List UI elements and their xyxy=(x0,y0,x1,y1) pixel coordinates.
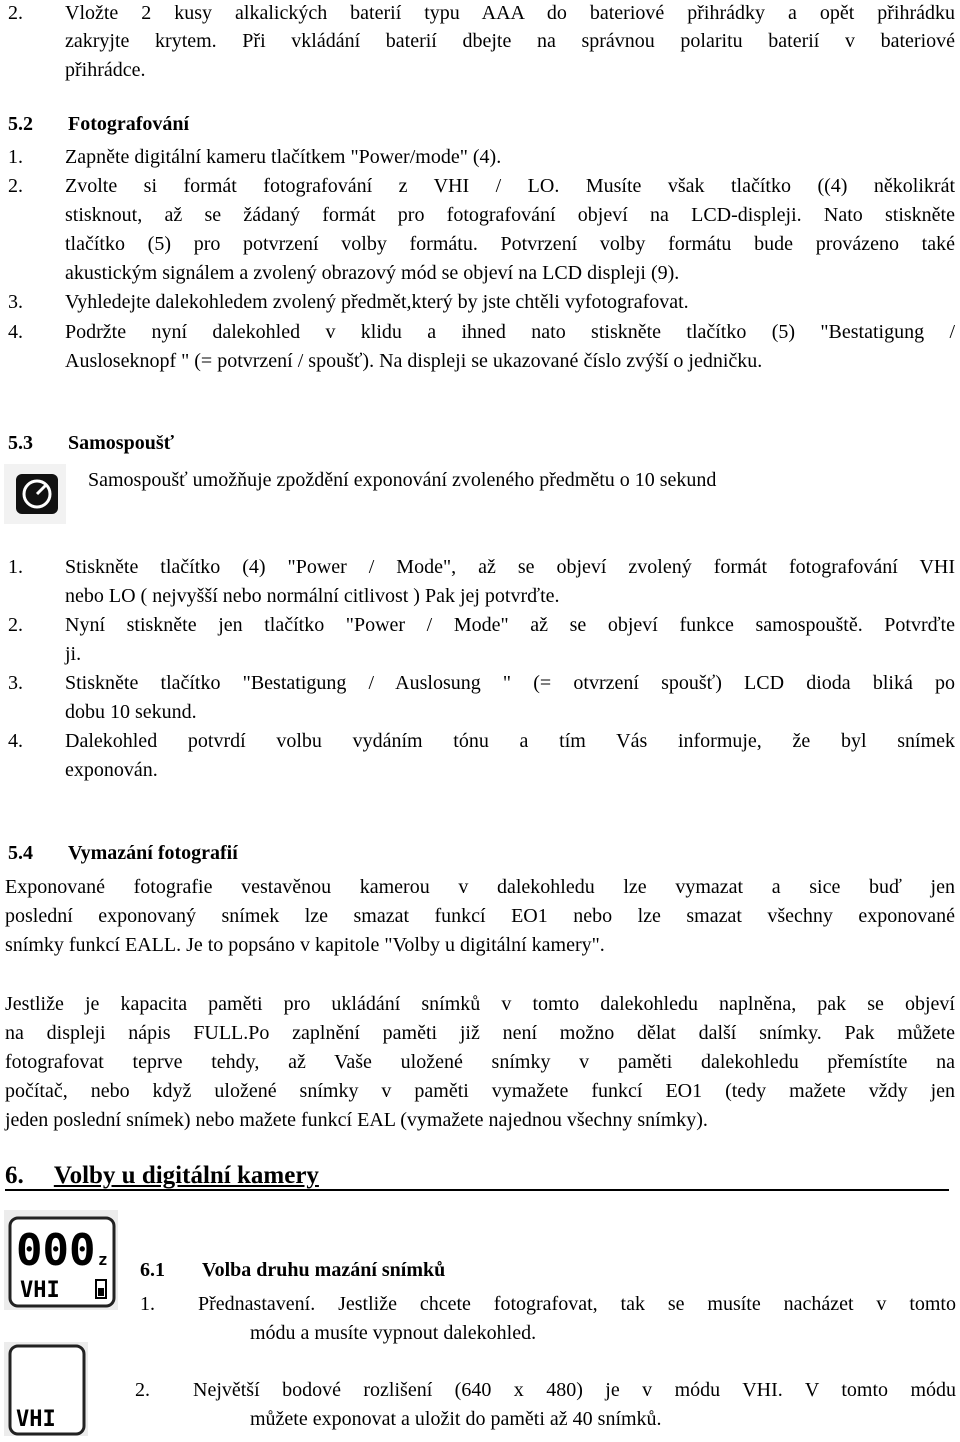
list-number: 4. xyxy=(8,730,23,752)
text-line: Samospoušť umožňuje zpoždění exponování zvoleného předmětu o 10 sekund xyxy=(88,469,717,491)
text-line: Zvolte si formát fotografování z VHI / LO. Musíte však tlačítko ((4) několikrát xyxy=(65,175,955,197)
lcd-display-icon xyxy=(4,1210,118,1310)
text-line: na displeji nápis FULL.Po zaplnění paměti již není možno dělat další snímky. Pak můžete xyxy=(5,1022,955,1044)
list-number: 3. xyxy=(8,291,23,313)
text-line: Stiskněte tlačítko (4) "Power / Mode", až se objeví zvolený formát fotografování VHI xyxy=(65,556,955,578)
lcd-suffix: z xyxy=(98,1250,108,1269)
subsection-number: 6.1 xyxy=(140,1259,165,1281)
chapter-heading xyxy=(5,1160,319,1192)
text-line: stisknout, až se žádaný formát pro fotografování objeví na LCD-displeji. Nato stiskněte xyxy=(65,204,955,226)
subsection-title: Volba druhu mazání snímků xyxy=(202,1259,446,1281)
heading-underline xyxy=(5,1189,949,1191)
text-line: tlačítko (5) pro potvrzení volby formátu. Potvrzení volby formátu bude provázeno také xyxy=(65,233,955,255)
text-line: počítač, nebo když uložené snímky v paměti vymažete funkcí EO1 (tedy mažete vždy jen xyxy=(5,1080,955,1102)
list-number: 4. xyxy=(8,321,23,343)
text-line: Dalekohled potvrdí volbu vydáním tónu a tím Vás informuje, že byl snímek xyxy=(65,730,955,752)
text-line: Přednastavení. Jestliže chcete fotografovat, tak se musíte nacházet v tomto xyxy=(198,1293,956,1315)
text-line: Vložte 2 kusy alkalických baterií typu AAA do bateriové přihrádky a opět přihrádku xyxy=(65,2,955,24)
list-number: 1. xyxy=(8,146,23,168)
text-line: snímky funkcí EALL. Je to popsáno v kapitole "Volby u digitální kamery". xyxy=(5,934,605,956)
text-line: Podržte nyní dalekohled v klidu a ihned nato stiskněte tlačítko (5) "Bestatigung / xyxy=(65,321,955,343)
lcd-display-icon xyxy=(4,1342,88,1436)
text-line: Největší bodové rozlišení (640 x 480) je v módu VHI. V tomto módu xyxy=(193,1379,956,1401)
text-line: Jestliže je kapacita paměti pro ukládání snímků v tomto dalekohledu naplněna, pak se objeví xyxy=(5,993,955,1015)
text-line: poslední exponovaný snímek lze smazat funkcí EO1 nebo lze smazat všechny exponované xyxy=(5,905,955,927)
section-number: 5.4 xyxy=(8,842,33,864)
text-line: ji. xyxy=(65,643,82,665)
section-title: Vymazání fotografií xyxy=(68,842,238,864)
chapter-title: Volby u digitální kamery xyxy=(53,1162,319,1189)
self-timer-icon xyxy=(4,464,66,524)
text-line: přihrádce. xyxy=(65,59,146,81)
lcd-digits: 000 xyxy=(16,1225,96,1276)
text-line: Exponované fotografie vestavěnou kamerou v dalekohledu lze vymazat a sice buď jen xyxy=(5,876,955,898)
list-number: 1. xyxy=(140,1293,155,1315)
lcd-mode: VHI xyxy=(16,1407,56,1432)
lcd-mode: VHI xyxy=(20,1278,60,1303)
list-number: 1. xyxy=(8,556,23,578)
list-number: 2. xyxy=(8,175,23,197)
section-title: Fotografování xyxy=(68,113,190,135)
list-number: 2. xyxy=(8,614,23,636)
text-line: Nyní stiskněte jen tlačítko "Power / Mode" až se objeví funkce samospouště. Potvrďte xyxy=(65,614,955,636)
text-line: akustickým signálem a zvolený obrazový mód se objeví na LCD displeji (9). xyxy=(65,262,680,284)
text-line: dobu 10 sekund. xyxy=(65,701,197,723)
text-line: exponován. xyxy=(65,759,158,781)
section-title: Samospoušť xyxy=(68,432,175,454)
section-number: 5.3 xyxy=(8,432,33,454)
list-number: 2. xyxy=(8,2,23,24)
text-line: zakryjte krytem. Při vkládání baterií dbejte na správnou polaritu baterií v bateriové xyxy=(65,30,955,52)
list-number: 3. xyxy=(8,672,23,694)
text-line: Stiskněte tlačítko "Bestatigung / Auslosung " (= otvrzení spoušť) LCD dioda bliká po xyxy=(65,672,955,694)
text-line: Ausloseknopf " (= potvrzení / spoušť). Na displeji se ukazované číslo zvýší o jedničku. xyxy=(65,350,763,372)
text-line: fotografovat teprve tehdy, až Vaše uložené snímky v paměti dalekohledu přemístíte na xyxy=(5,1051,955,1073)
text-line: Vyhledejte dalekohledem zvolený předmět,který by jste chtěli vyfotografovat. xyxy=(65,291,689,313)
chapter-number: 6. xyxy=(5,1162,24,1189)
text-line: nebo LO ( nejvyšší nebo normální citlivost ) Pak jej potvrďte. xyxy=(65,585,560,607)
text-line: jeden poslední snímek) nebo mažete funkcí EAL (vymažete najednou všechny snímky). xyxy=(5,1109,708,1131)
list-number: 2. xyxy=(135,1379,150,1401)
text-line: módu a musíte vypnout dalekohled. xyxy=(250,1322,537,1344)
text-line: můžete exponovat a uložit do paměti až 40 snímků. xyxy=(250,1408,662,1430)
text-line: Zapněte digitální kameru tlačítkem "Power/mode" (4). xyxy=(65,146,502,168)
section-number: 5.2 xyxy=(8,113,33,135)
